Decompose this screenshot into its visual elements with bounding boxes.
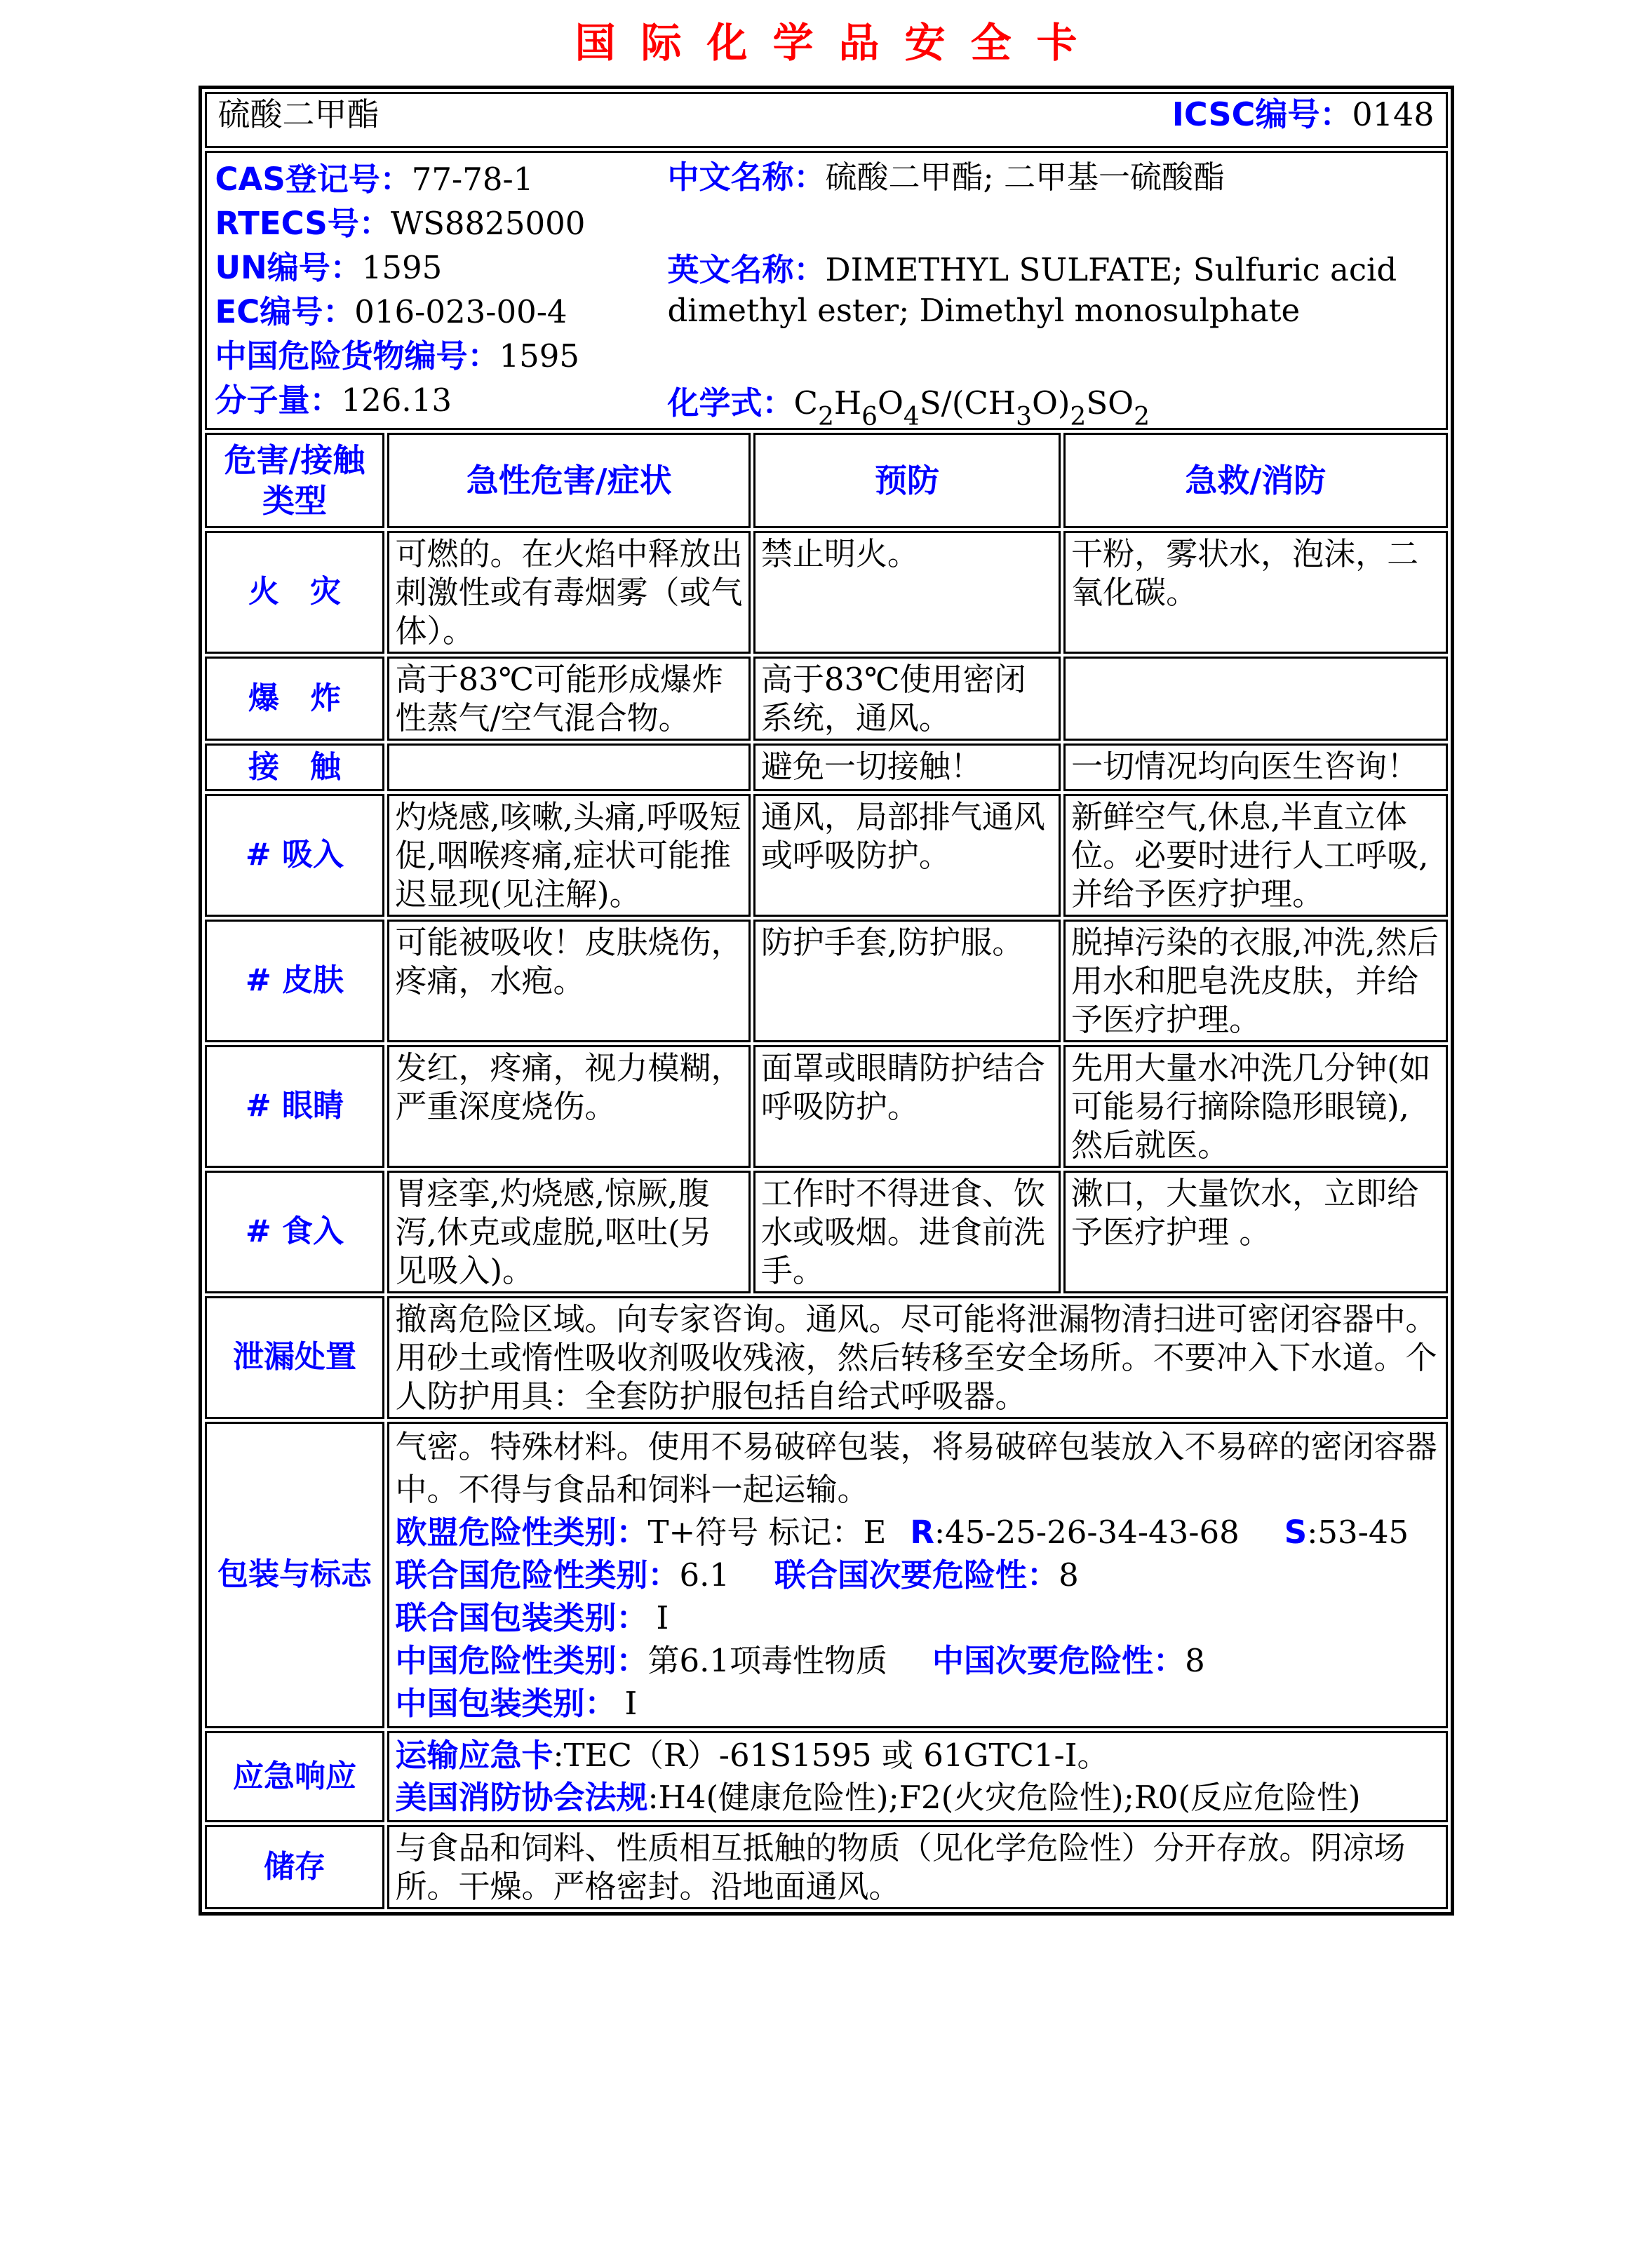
cn-pack-label: 中国包装类别： [395, 1684, 617, 1722]
rtecs-label: RTECS号： [215, 204, 391, 242]
packaging-eu-line [395, 1511, 1439, 1554]
tec-label: 运输应急卡 [395, 1736, 553, 1774]
formula-label: 化学式： [667, 384, 794, 422]
english-name-label: 英文名称： [667, 250, 826, 288]
firstaid-cell: 脱掉污染的衣服,冲洗,然后用水和肥皂洗皮肤，并给予医疗护理。 [1063, 920, 1447, 1042]
hazard-row-ingestion [205, 1171, 1448, 1293]
nfpa-value: :H4(健康危险性);F2(火灾危险性);R0(反应危险性) [647, 1778, 1361, 1816]
prevention-cell: 避免一切接触！ [753, 743, 1061, 791]
cas-label: CAS登记号： [215, 160, 412, 198]
prevention-cell: 工作时不得进食、饮水或吸烟。进食前洗手。 [753, 1171, 1061, 1293]
packaging-cn-class-line [395, 1639, 1439, 1682]
nfpa-label: 美国消防协会法规 [395, 1778, 648, 1816]
cn-class-value: 第6.1项毒性物质 [647, 1641, 888, 1679]
symptoms-cell: 灼烧感,咳嗽,头痛,呼吸短促,咽喉疼痛,症状可能推迟显现(见注解)。 [387, 794, 750, 917]
header-firstaid: 急救/消防 [1063, 433, 1447, 528]
prevention-cell: 通风，局部排气通风或呼吸防护。 [753, 794, 1061, 917]
formula-line [667, 383, 1437, 431]
firstaid-cell: 一切情况均向医生咨询！ [1063, 743, 1447, 791]
hazard-type-cell: # 皮肤 [205, 920, 385, 1042]
header-hazard-type: 危害/接触类型 [205, 433, 385, 528]
prevention-cell: 高于83℃使用密闭系统，通风。 [753, 657, 1061, 741]
hazard-header-row [205, 433, 1448, 528]
china-dg-label: 中国危险货物编号： [215, 337, 499, 375]
un-value: 1595 [361, 248, 443, 286]
hazard-row-skin [205, 920, 1448, 1042]
storage-row [205, 1825, 1448, 1909]
firstaid-cell: 新鲜空气,休息,半直立体位。必要时进行人工呼吸,并给予医疗护理。 [1063, 794, 1447, 917]
id-line-rtecs [215, 201, 668, 245]
un-class-value: 6.1 [679, 1556, 730, 1594]
header-symptoms: 急性危害/症状 [387, 433, 750, 528]
packaging-cn-pack-line [395, 1682, 1439, 1725]
card-header-row [205, 92, 1448, 148]
chinese-name-label: 中文名称： [667, 158, 826, 196]
cas-value: 77-78-1 [411, 160, 534, 198]
icsc-number-value: 0148 [1352, 95, 1435, 133]
emergency-label: 应急响应 [205, 1731, 385, 1822]
spill-text: 撤离危险区域。向专家咨询。通风。尽可能将泄漏物清扫进可密闭容器中。用砂土或惰性吸收剂吸收残液，然后转移至安全场所。不要冲入下水道。个人防护用具：全套防护服包括自给式呼吸器。 [387, 1296, 1447, 1419]
eu-class-label: 欧盟危险性类别： [395, 1513, 648, 1551]
chinese-name-line [668, 157, 1437, 198]
r-phrases-value: :45-25-26-34-43-68 [934, 1513, 1240, 1551]
cn-pack-value: I [624, 1684, 638, 1722]
symptoms-cell: 发红，疼痛，视力模糊，严重深度烧伤。 [387, 1045, 750, 1168]
packaging-label: 包装与标志 [205, 1422, 385, 1728]
card-header-cell [205, 92, 1448, 148]
emergency-row [205, 1731, 1448, 1822]
un-subrisk-value: 8 [1059, 1556, 1079, 1594]
english-name-line [668, 250, 1437, 331]
formula-value: $C_2H_6O_4S/(CH_3O)_2SO_2$ [793, 384, 1150, 431]
packaging-intro: 气密。特殊材料。使用不易破碎包装，将易破碎包装放入不易碎的密闭容器中。不得与食品和饲料一起运输。 [395, 1427, 1437, 1508]
tec-line [395, 1735, 1439, 1777]
cn-subrisk-value: 8 [1185, 1641, 1205, 1679]
prevention-cell: 面罩或眼睛防护结合呼吸防护。 [753, 1045, 1061, 1168]
packaging-un-class-line [395, 1554, 1439, 1596]
molweight-label: 分子量： [215, 381, 342, 419]
cn-subrisk-label: 中国次要危险性： [932, 1641, 1186, 1679]
hazard-type-cell: # 吸入 [205, 794, 385, 917]
un-class-label: 联合国危险性类别： [395, 1556, 680, 1594]
hazard-type-cell: # 眼睛 [205, 1045, 385, 1168]
identity-row [205, 151, 1448, 430]
tec-value: :TEC（R）-61S1595 或 61GTC1-I。 [553, 1736, 1109, 1774]
hazard-row-explosion [205, 657, 1448, 741]
hazard-type-cell: # 食入 [205, 1171, 385, 1293]
hazard-type-cell: 接 触 [205, 743, 385, 791]
names-block [667, 157, 1440, 431]
ec-value: 016-023-00-4 [354, 292, 568, 330]
chinese-name-value: 硫酸二甲酯; 二甲基一硫酸酯 [825, 158, 1225, 196]
icsc-number-group [1172, 95, 1435, 134]
firstaid-cell [1063, 657, 1447, 741]
icsc-number-label: ICSC编号： [1171, 95, 1352, 133]
un-subrisk-label: 联合国次要危险性： [774, 1556, 1059, 1594]
un-label: UN编号： [215, 248, 362, 286]
emergency-content [387, 1731, 1447, 1822]
registry-numbers-block [215, 157, 668, 424]
page-title: 国际化学品安全卡 [575, 19, 1103, 67]
rtecs-value: WS8825000 [390, 204, 586, 242]
symptoms-cell: 高于83℃可能形成爆炸性蒸气/空气混合物。 [387, 657, 750, 741]
storage-label: 储存 [205, 1825, 385, 1909]
hazard-row-eyes [205, 1045, 1448, 1168]
china-dg-value: 1595 [499, 337, 580, 375]
ec-label: EC编号： [215, 292, 355, 330]
symptoms-cell [387, 743, 750, 791]
nfpa-line [395, 1777, 1439, 1819]
s-phrases-value: :53-45 [1307, 1513, 1409, 1551]
cn-class-label: 中国危险性类别： [395, 1641, 648, 1679]
identity-cell [205, 151, 1448, 430]
icsc-card-table [199, 86, 1454, 1916]
packaging-content [387, 1422, 1447, 1728]
storage-text: 与食品和饲料、性质相互抵触的物质（见化学危险性）分开存放。阴凉场所。干燥。严格密封。沿地面通风。 [387, 1825, 1447, 1909]
firstaid-cell: 漱口，大量饮水，立即给予医疗护理 。 [1063, 1171, 1447, 1293]
eu-class-value: T+符号 标记：E [647, 1513, 887, 1551]
id-line-ec [215, 290, 668, 334]
prevention-cell: 禁止明火。 [753, 531, 1061, 654]
hazard-row-contact [205, 743, 1448, 791]
english-name-value: DIMETHYL SULFATE; Sulfuric acid dimethyl ester; Dimethyl monosulphate [667, 250, 1397, 329]
id-line-molweight [215, 378, 668, 422]
id-line-cas [215, 157, 668, 201]
symptoms-cell: 可能被吸收！皮肤烧伤，疼痛，水疱。 [387, 920, 750, 1042]
id-line-china-dg [215, 334, 668, 378]
un-pack-label: 联合国包装类别： [395, 1599, 648, 1636]
s-phrases-label: S [1284, 1513, 1308, 1551]
header-prevention: 预防 [753, 433, 1061, 528]
hazard-type-cell: 爆 炸 [205, 657, 385, 741]
un-pack-value: I [656, 1599, 669, 1636]
firstaid-cell: 先用大量水冲洗几分钟(如可能易行摘除隐形眼镜),然后就医。 [1063, 1045, 1447, 1168]
packaging-un-pack-line [395, 1596, 1439, 1639]
hazard-row-fire [205, 531, 1448, 654]
packaging-row [205, 1422, 1448, 1728]
spill-row [205, 1296, 1448, 1419]
hazard-type-cell: 火 灾 [205, 531, 385, 654]
id-line-un [215, 245, 668, 290]
hazard-row-inhalation [205, 794, 1448, 917]
symptoms-cell: 胃痉挛,灼烧感,惊厥,腹泻,休克或虚脱,呕吐(另见吸入)。 [387, 1171, 750, 1293]
r-phrases-label: R [910, 1513, 934, 1551]
spill-label: 泄漏处置 [205, 1296, 385, 1419]
molweight-value: 126.13 [341, 381, 452, 419]
symptoms-cell: 可燃的。在火焰中释放出刺激性或有毒烟雾（或气体）。 [387, 531, 750, 654]
firstaid-cell: 干粉，雾状水，泡沫，二氧化碳。 [1063, 531, 1447, 654]
substance-name: 硫酸二甲酯 [217, 95, 380, 133]
prevention-cell: 防护手套,防护服。 [753, 920, 1061, 1042]
